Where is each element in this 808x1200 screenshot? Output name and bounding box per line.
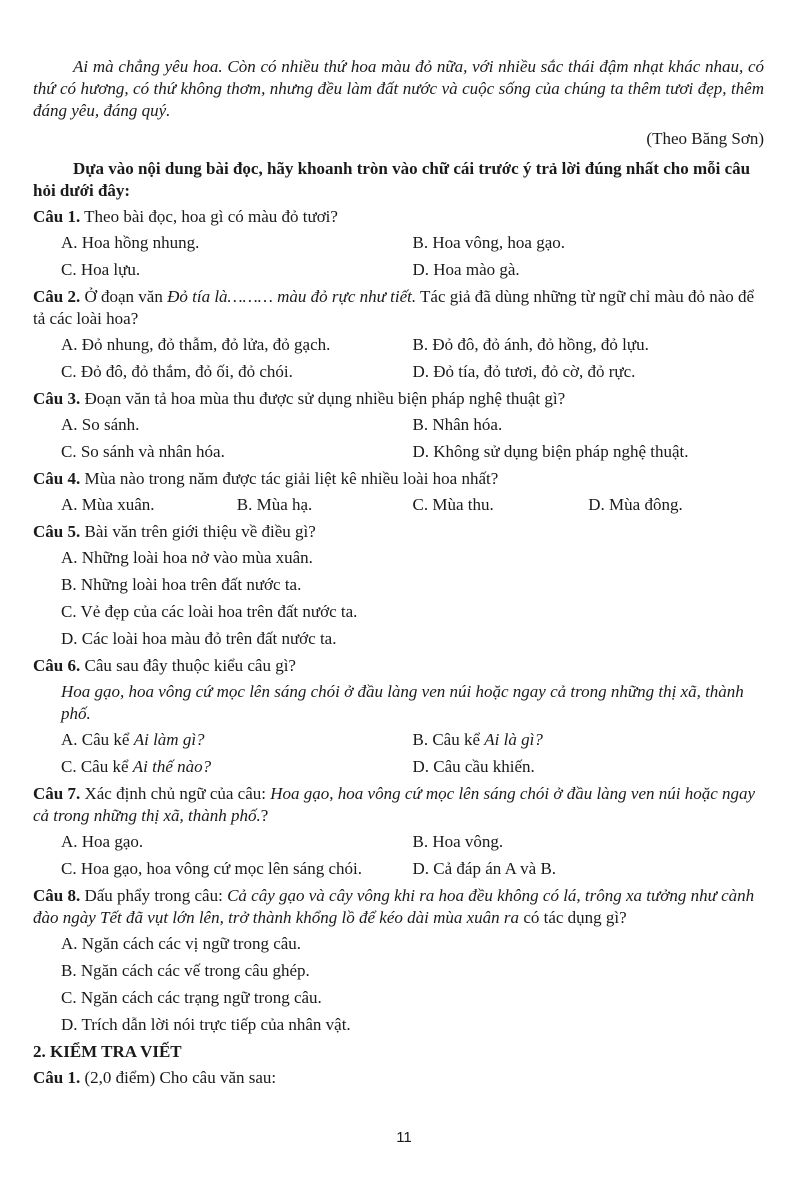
options-row: [33, 259, 764, 281]
option-a: A. Mùa xuân.: [61, 495, 155, 514]
question-text: Bài văn trên giới thiệu về điều gì?: [80, 522, 316, 541]
option-c: C. So sánh và nhân hóa.: [61, 442, 225, 461]
option-b: B. Đỏ đô, đỏ ánh, đỏ hồng, đỏ lựu.: [412, 335, 649, 354]
option-d: D. Hoa mào gà.: [412, 260, 520, 279]
question-4: [33, 468, 764, 490]
question-number: Câu 3.: [33, 389, 81, 408]
options-row: [33, 441, 764, 463]
option-c: C. Đỏ đô, đỏ thắm, đỏ ối, đỏ chói.: [61, 362, 293, 381]
options-column: [33, 547, 764, 650]
options-row: [33, 232, 764, 254]
passage-source: (Theo Băng Sơn): [646, 129, 764, 148]
instruction-text: Dựa vào nội dung bài đọc, hãy khoanh tròn vào chữ cái trước ý trả lời đúng nhất cho mỗi câu hỏi dưới đây:: [33, 159, 751, 200]
question-number: Câu 2.: [33, 287, 81, 306]
question-text: Mùa nào trong năm được tác giải liệt kê nhiều loài hoa nhất?: [80, 469, 499, 488]
option-b: B. Nhân hóa.: [412, 415, 503, 434]
option-b: B. Ngăn cách các vế trong câu ghép.: [61, 961, 310, 980]
option-c-prefix: C. Câu kể: [61, 757, 133, 776]
option-d: D. Không sử dụng biện pháp nghệ thuật.: [412, 442, 689, 461]
options-row: [33, 414, 764, 436]
options-row: [33, 831, 764, 853]
question-2: [33, 286, 764, 330]
option-d: D. Đỏ tía, đỏ tươi, đỏ cờ, đỏ rực.: [412, 362, 636, 381]
question-text: Ở đoạn văn: [80, 287, 168, 306]
option-a: A. Hoa hồng nhung.: [61, 233, 200, 252]
option-a: A. Đỏ nhung, đỏ thẫm, đỏ lửa, đỏ gạch.: [61, 335, 331, 354]
option-c: C. Vẻ đẹp của các loài hoa trên đất nước ta.: [61, 602, 358, 621]
question-8: [33, 885, 764, 929]
option-a: A. So sánh.: [61, 415, 140, 434]
question-6: [33, 655, 764, 677]
option-a: A. Những loài hoa nở vào mùa xuân.: [61, 548, 313, 567]
options-row: [33, 756, 764, 778]
option-b: B. Mùa hạ.: [236, 495, 313, 514]
question-7: [33, 783, 764, 827]
options-row: [33, 729, 764, 751]
passage-paragraph: Ai mà chẳng yêu hoa. Còn có nhiều thứ hoa màu đỏ nữa, với nhiều sắc thái đậm nhạt khác nhau, có thứ có hương, có thứ không thơm, nhưng đều làm đất nước và cuộc sống của chúng ta thêm tươi đẹp, thêm đáng yêu, đáng quý.: [33, 57, 764, 120]
options-row: [33, 334, 764, 356]
options-row: [33, 858, 764, 880]
page-number: 11: [396, 1129, 412, 1146]
question-text: (2,0 điểm) Cho câu văn sau:: [80, 1068, 277, 1087]
option-c: C. Ngăn cách các trạng ngữ trong câu.: [61, 988, 322, 1007]
option-c: C. Hoa lựu.: [61, 260, 141, 279]
question-text-cont: có tác dụng gì?: [519, 908, 627, 927]
option-d: D. Câu cầu khiến.: [412, 757, 535, 776]
question-text: Xác định chủ ngữ của câu:: [80, 784, 271, 803]
question-quote: Hoa gạo, hoa vông cứ mọc lên sáng chói ở đầu làng ven núi hoặc ngay cả trong những thị xã, thành phố.: [33, 784, 756, 825]
question-text: Đoạn văn tả hoa mùa thu được sử dụng nhiều biện pháp nghệ thuật gì?: [80, 389, 566, 408]
option-b: B. Hoa vông, hoa gạo.: [412, 233, 566, 252]
option-b: B. Những loài hoa trên đất nước ta.: [61, 575, 302, 594]
option-d: D. Các loài hoa màu đỏ trên đất nước ta.: [61, 629, 337, 648]
question-3: [33, 388, 764, 410]
question-text: Câu sau đây thuộc kiểu câu gì?: [80, 656, 296, 675]
option-a-italic: Ai làm gì?: [133, 730, 205, 749]
option-b: [413, 729, 765, 751]
options-row: [33, 361, 764, 383]
option-b-italic: Ai là gì?: [484, 730, 543, 749]
option-a: A. Hoa gạo.: [61, 832, 144, 851]
question-1: [33, 206, 764, 228]
option-b-prefix: B. Câu kể: [412, 730, 485, 749]
option-a-prefix: A. Câu kể: [61, 730, 134, 749]
question-text: Dấu phẩy trong câu:: [80, 886, 228, 905]
option-d: D. Trích dẫn lời nói trực tiếp của nhân vật.: [61, 1015, 351, 1034]
option-a: [61, 729, 413, 751]
question-text-cont: Tác giả đã dùng những từ ngữ chỉ màu đỏ nào để tả các loài hoa?: [33, 287, 755, 328]
option-d: D. Mùa đông.: [588, 495, 683, 514]
option-c: C. Hoa gạo, hoa vông cứ mọc lên sáng chói.: [61, 859, 362, 878]
question-number: Câu 1.: [33, 207, 81, 226]
question-number: Câu 8.: [33, 886, 81, 905]
options-column: [33, 933, 764, 1036]
section-heading: 2. KIỂM TRA VIẾT: [33, 1042, 182, 1061]
question-number: Câu 7.: [33, 784, 81, 803]
question-text: Theo bài đọc, hoa gì có màu đỏ tươi?: [80, 207, 338, 226]
option-b: B. Hoa vông.: [412, 832, 504, 851]
question-quote: Đỏ tía là……… màu đỏ rực như tiết.: [167, 287, 417, 306]
option-a: A. Ngăn cách các vị ngữ trong câu.: [61, 934, 302, 953]
question-number: Câu 6.: [33, 656, 81, 675]
question-number: Câu 1.: [33, 1068, 81, 1087]
question-number: Câu 4.: [33, 469, 81, 488]
question-5: [33, 521, 764, 543]
question-text-cont: ?: [260, 806, 269, 825]
question-quote: Hoa gạo, hoa vông cứ mọc lên sáng chói ở đầu làng ven núi hoặc ngay cả trong những thị xã, thành phố.: [61, 682, 744, 723]
options-row: [33, 494, 764, 516]
writing-question-1: [33, 1067, 764, 1089]
question-number: Câu 5.: [33, 522, 81, 541]
option-c: C. Mùa thu.: [412, 495, 494, 514]
option-d: D. Cả đáp án A và B.: [412, 859, 557, 878]
question-quote: Cả cây gạo và cây vông khi ra hoa đều không có lá, trông xa tưởng như cành đào ngày Tết đã vụt lớn lên, trở thành khổng lồ để kéo dài mùa xuân ra: [33, 886, 755, 927]
option-c: [61, 756, 413, 778]
option-c-italic: Ai thế nào?: [132, 757, 212, 776]
